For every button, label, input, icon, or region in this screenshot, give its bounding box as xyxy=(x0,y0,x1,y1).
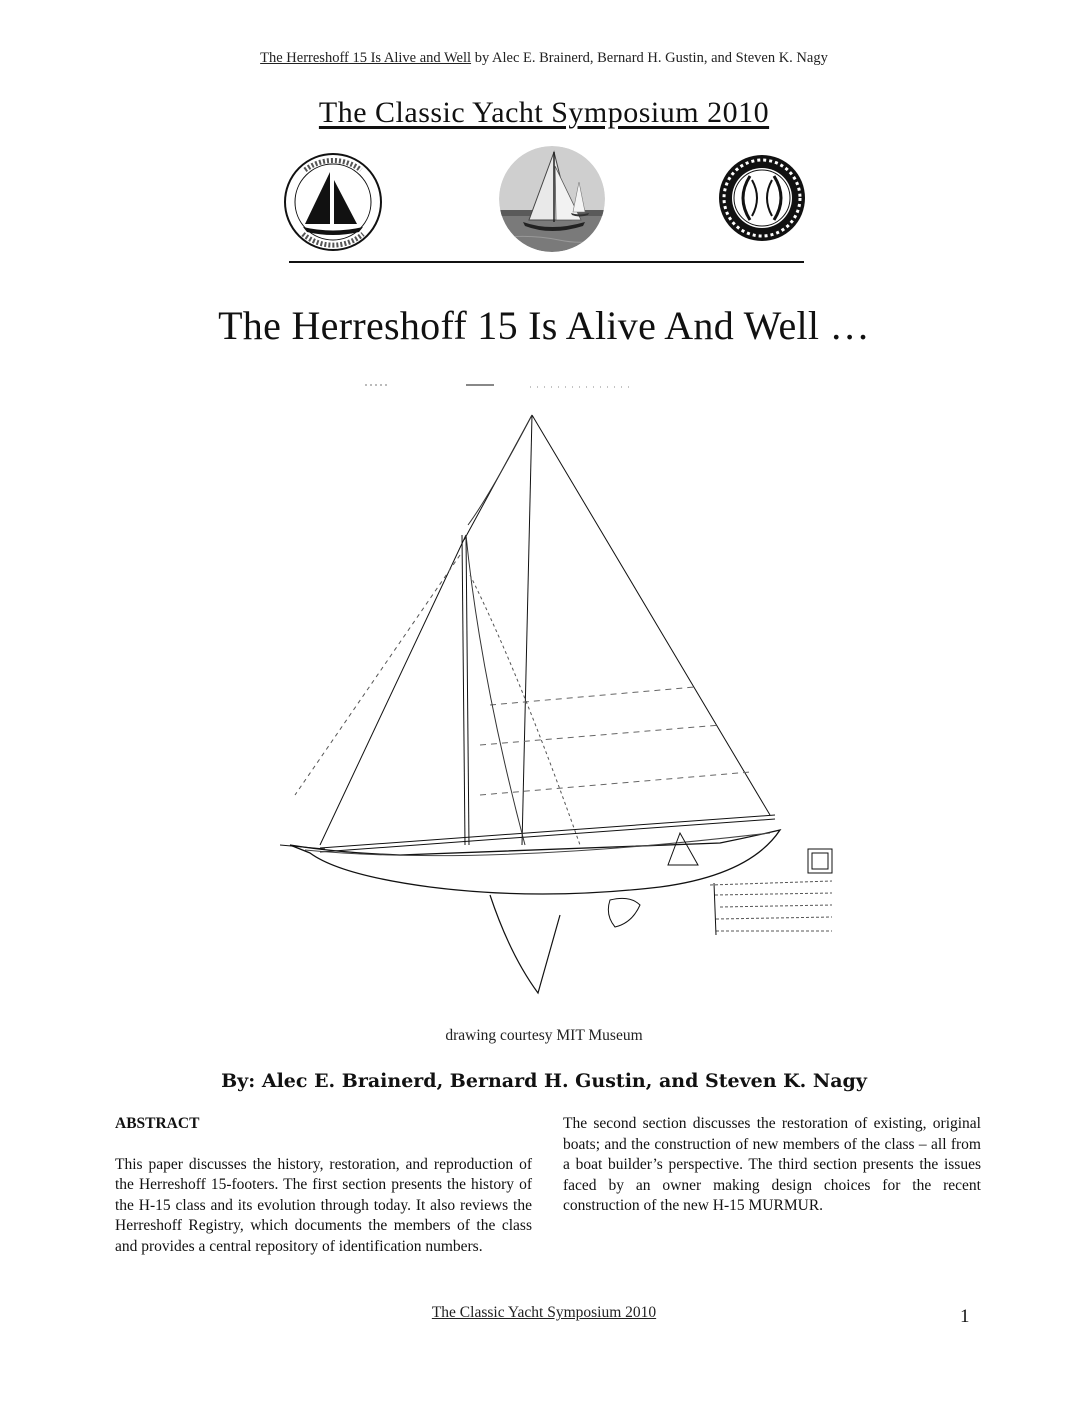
abstract-right-column xyxy=(563,1114,981,1217)
sailboat-photo-icon xyxy=(499,146,605,252)
author-byline: By: Alec E. Brainerd, Bernard H. Gustin, and Steven K. Nagy xyxy=(221,1070,867,1092)
abstract-left-column xyxy=(115,1114,532,1257)
sail-plan-drawing-icon xyxy=(280,375,840,1005)
title-rule xyxy=(289,261,804,263)
abstract-paragraph-2: The second section discusses the restoration of existing, original boats; and the construction of new members of the class – all from a boat builder’s perspective. The third section presents the issues faced by an owner making design choices for the recent construction of the new H-15 MURMUR. xyxy=(563,1115,981,1214)
running-header xyxy=(0,50,1088,67)
herreshoff-museum-logo-icon xyxy=(283,152,383,252)
page-footer: The Classic Yacht Symposium 2010 xyxy=(431,1304,657,1321)
herreshoff-museum-logo xyxy=(283,152,383,252)
running-header-title: The Herreshoff 15 Is Alive and Well xyxy=(260,50,472,66)
figure-caption: drawing courtesy MIT Museum xyxy=(445,1027,643,1044)
running-header-authors: by Alec E. Brainerd, Bernard H. Gustin, and Steven K. Nagy xyxy=(471,50,828,66)
symposium-title: The Classic Yacht Symposium 2010 xyxy=(318,96,770,129)
sailboat-photo xyxy=(499,146,605,252)
page-number: 1 xyxy=(960,1306,970,1327)
abstract-paragraph-1: This paper discusses the history, restoration, and reproduction of the Herreshoff 15-footers. The first section presents the history of the H-15 class and its evolution through today. It also reviews the Herreshoff Registry, which documents the members of the class and provides a central repository of identification numbers. xyxy=(115,1155,532,1255)
sname-logo xyxy=(712,152,812,244)
abstract-heading: ABSTRACT xyxy=(115,1115,200,1132)
sname-logo-icon xyxy=(712,152,812,244)
paper-title: The Herreshoff 15 Is Alive And Well … xyxy=(218,303,870,348)
sail-plan-drawing xyxy=(280,375,840,1005)
